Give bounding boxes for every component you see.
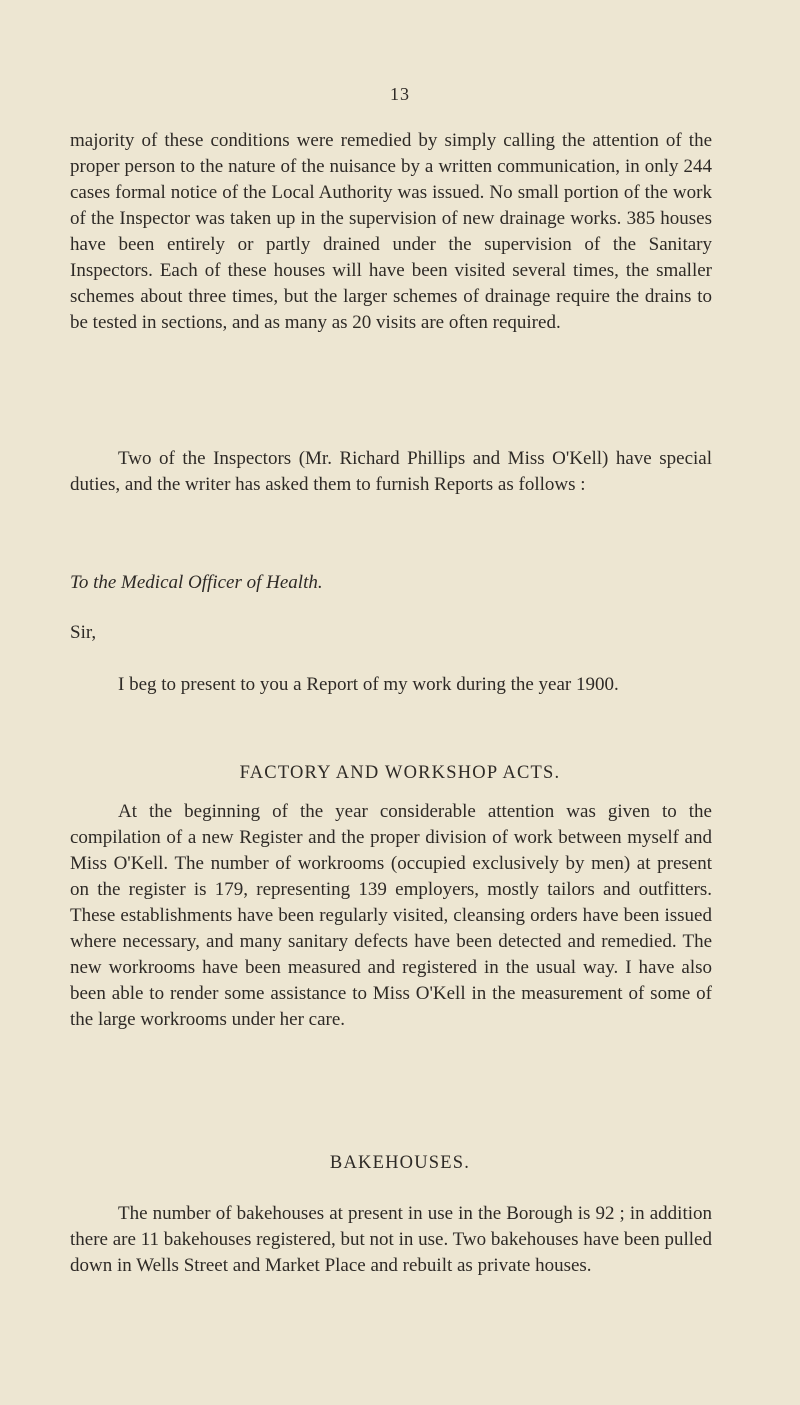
page-number: 13 (390, 84, 410, 104)
paragraph-bakehouses: The number of bakehouses at present in use in the Borough is 92 ; in addition there are 11 bakehouses registered, but not in use. Two bakehouses have been pulled down in Wells Street and Market Place and rebuilt as private houses. (70, 1203, 712, 1276)
salutation-addressee: To the Medical Officer of Health. (70, 572, 323, 593)
heading-factory-workshop-acts: FACTORY AND WORKSHOP ACTS. (239, 763, 561, 783)
paragraph-inspectors: Two of the Inspectors (Mr. Richard Phillips and Miss O'Kell) have special duties, and the writer has asked them to furnish Reports as follows : (70, 448, 712, 495)
heading-bakehouses: BAKEHOUSES. (329, 1153, 471, 1173)
paragraph-factory-workshop: At the beginning of the year considerable attention was given to the compilation of a new Register and the proper division of work between myself and Miss O'Kell. The number of workrooms (occupied exclusively by men) at present on the register is 179, representing 139 employers, mostly tailors and outfitters. These establishments have been regularly visited, cleansing orders have been issued where necessary, and many sanitary defects have been detected and remedied. The new workrooms have been measured and registered in the usual way. I have also been able to render some assistance to Miss O'Kell in the measurement of some of the large workrooms under her care. (70, 801, 712, 1030)
paragraph-drainage: majority of these conditions were remedied by simply calling the attention of the proper person to the nature of the nuisance by a written communication, in only 244 cases formal notice of the Local Authority was issued. No small portion of the work of the Inspector was taken up in the supervision of new drainage works. 385 houses have been entirely or partly drained under the supervision of the Sanitary Inspectors. Each of these houses will have been visited several times, the smaller schemes about three times, but the larger schemes of drainage require the drains to be tested in sections, and as many as 20 visits are often required. (70, 130, 712, 333)
salutation-sir: Sir, (70, 622, 97, 643)
paragraph-report-intro: I beg to present to you a Report of my work during the year 1900. (118, 674, 619, 695)
